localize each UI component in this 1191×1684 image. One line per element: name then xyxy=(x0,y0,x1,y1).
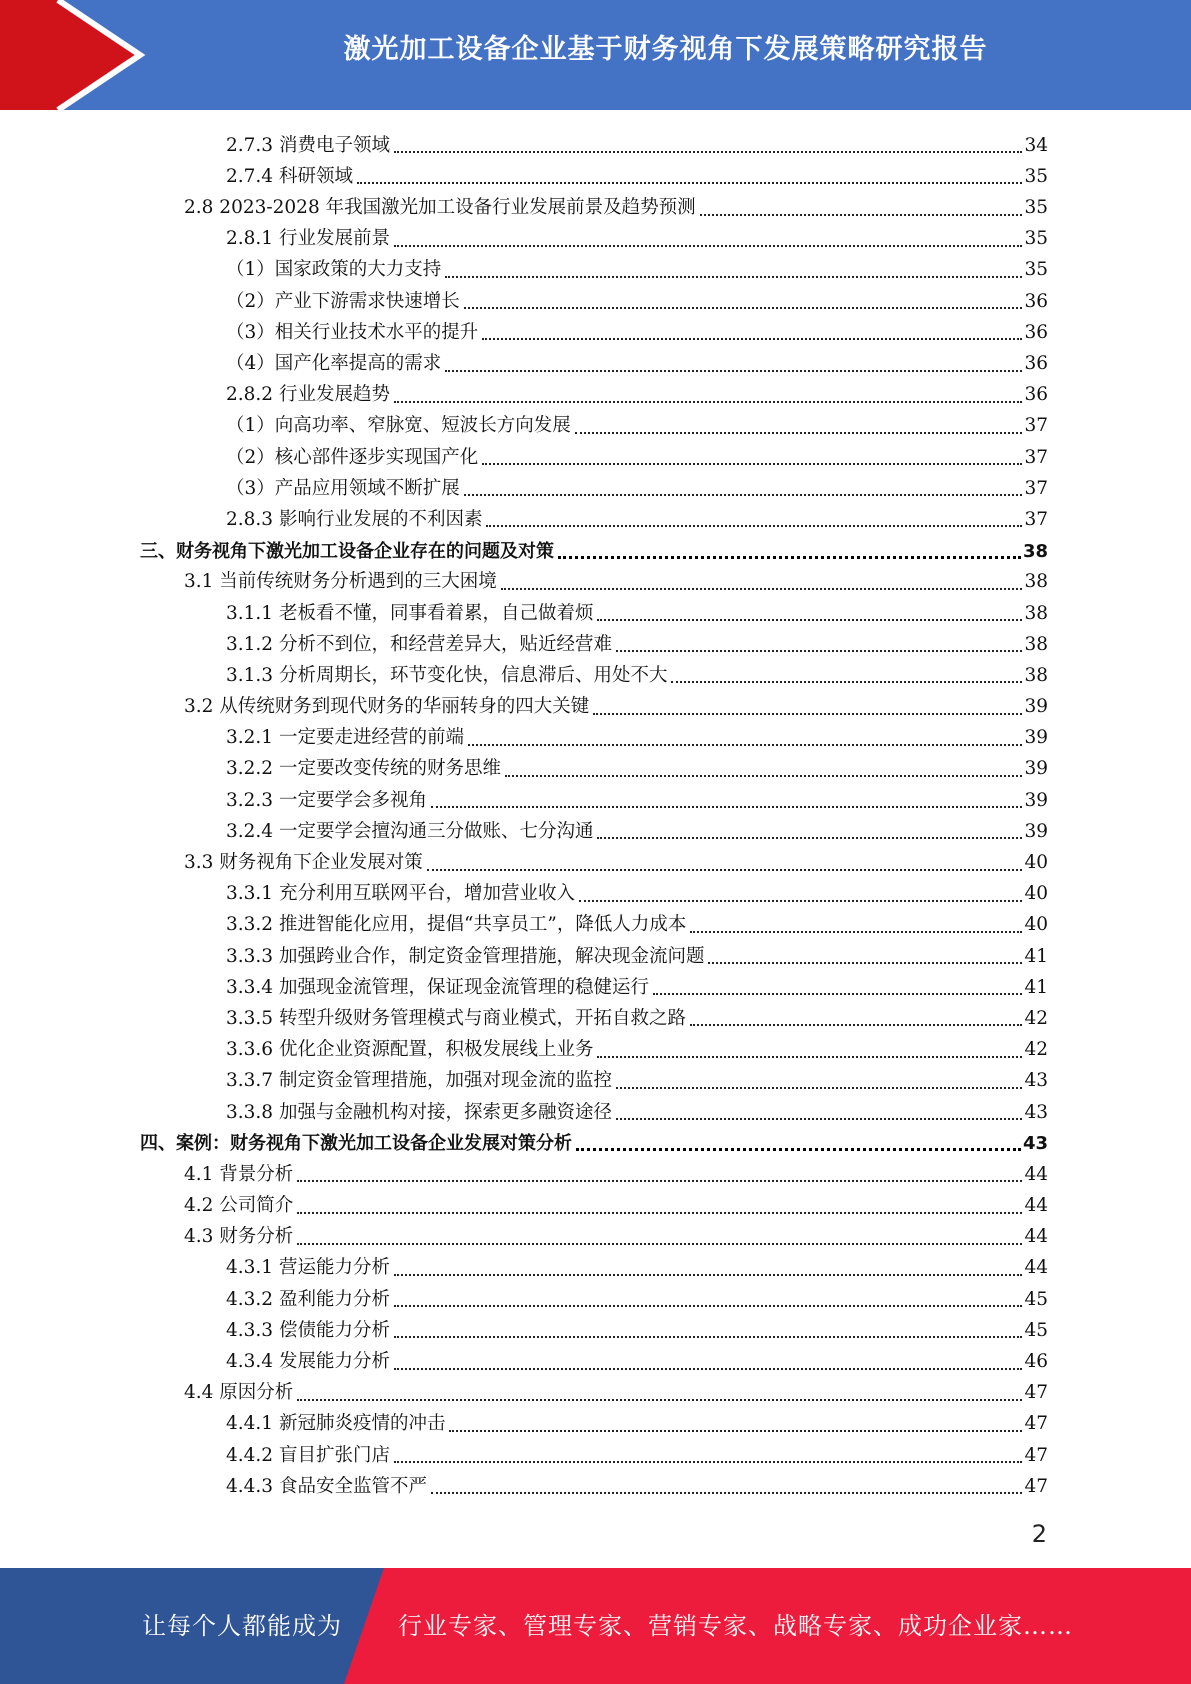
toc-entry-title: 3.3.4 加强现金流管理，保证现金流管理的稳健运行 xyxy=(226,976,649,998)
toc-entry[interactable] xyxy=(140,783,1048,814)
toc-entry-page: 38 xyxy=(1024,602,1048,624)
toc-entry[interactable] xyxy=(140,284,1048,315)
toc-dot-leader xyxy=(394,1368,1022,1370)
toc-entry-page: 41 xyxy=(1024,945,1048,967)
toc-entry-page: 40 xyxy=(1024,914,1048,936)
toc-entry[interactable] xyxy=(140,1095,1048,1126)
toc-entry-title: 3.3.7 制定资金管理措施，加强对现金流的监控 xyxy=(226,1070,612,1092)
toc-dot-leader xyxy=(597,837,1022,839)
toc-entry-title: 3.1.3 分析周期长，环节变化快，信息滞后、用处不大 xyxy=(226,664,668,686)
toc-entry-title: （2）产业下游需求快速增长 xyxy=(226,290,460,312)
toc-entry-title: 3.2 从传统财务到现代财务的华丽转身的四大关键 xyxy=(184,696,590,718)
toc-dot-leader xyxy=(616,1118,1022,1120)
toc-entry-page: 38 xyxy=(1024,571,1048,593)
toc-dot-leader xyxy=(482,463,1022,465)
toc-entry-page: 37 xyxy=(1024,446,1048,468)
toc-entry-page: 42 xyxy=(1024,1039,1048,1061)
toc-entry-title: （3）相关行业技术水平的提升 xyxy=(226,321,479,343)
toc-entry-title: 三、财务视角下激光加工设备企业存在的问题及对策 xyxy=(140,540,554,562)
toc-dot-leader xyxy=(468,744,1022,746)
toc-entry-page: 39 xyxy=(1024,820,1048,842)
toc-dot-leader xyxy=(297,1180,1022,1182)
toc-entry-title: 4.1 背景分析 xyxy=(184,1163,294,1185)
toc-entry[interactable] xyxy=(140,1126,1048,1157)
toc-entry-page: 47 xyxy=(1024,1444,1048,1466)
toc-dot-leader xyxy=(579,900,1022,902)
toc-dot-leader xyxy=(575,432,1023,434)
toc-entry[interactable] xyxy=(140,190,1048,221)
toc-dot-leader xyxy=(427,869,1023,871)
toc-entry-page: 35 xyxy=(1024,259,1048,281)
toc-entry-page: 38 xyxy=(1024,664,1048,686)
toc-entry[interactable] xyxy=(140,159,1048,190)
toc-entry-page: 37 xyxy=(1024,415,1048,437)
toc-dot-leader xyxy=(593,713,1022,715)
toc-dot-leader xyxy=(505,775,1022,777)
toc-entry[interactable] xyxy=(140,1469,1048,1500)
toc-entry-title: 3.3.3 加强跨业合作，制定资金管理措施，解决现金流问题 xyxy=(226,945,705,967)
page-header xyxy=(0,0,1191,110)
toc-entry[interactable] xyxy=(140,533,1048,564)
toc-entry-title: 四、案例：财务视角下激光加工设备企业发展对策分析 xyxy=(140,1133,572,1155)
toc-entry-title: 3.3.5 转型升级财务管理模式与商业模式，开拓自救之路 xyxy=(226,1007,686,1029)
toc-entry[interactable] xyxy=(140,409,1048,440)
footer-slogan-right: 行业专家、管理专家、营销专家、战略专家、成功企业家…… xyxy=(398,1612,1073,1640)
toc-dot-leader xyxy=(297,1399,1022,1401)
toc-entry[interactable] xyxy=(140,1282,1048,1313)
toc-dot-leader xyxy=(616,650,1022,652)
toc-entry[interactable] xyxy=(140,908,1048,939)
toc-entry-page: 36 xyxy=(1024,353,1048,374)
toc-entry[interactable] xyxy=(140,845,1048,876)
toc-dot-leader xyxy=(449,1430,1022,1432)
toc-dot-leader xyxy=(558,556,1021,559)
toc-entry-page: 34 xyxy=(1024,134,1048,156)
toc-entry[interactable] xyxy=(140,1344,1048,1375)
toc-entry-page: 44 xyxy=(1024,1226,1048,1248)
toc-entry-title: 4.2 公司简介 xyxy=(184,1195,294,1217)
toc-entry-title: 3.3.6 优化企业资源配置，积极发展线上业务 xyxy=(226,1039,594,1061)
toc-entry-page: 35 xyxy=(1024,228,1048,250)
toc-entry[interactable] xyxy=(140,877,1048,908)
toc-entry-page: 35 xyxy=(1024,197,1048,219)
toc-entry[interactable] xyxy=(140,814,1048,845)
toc-dot-leader xyxy=(486,525,1022,527)
toc-entry-page: 41 xyxy=(1024,976,1048,998)
page-footer xyxy=(0,1568,1191,1684)
toc-entry[interactable] xyxy=(140,1064,1048,1095)
toc-entry-title: 2.7.3 消费电子领域 xyxy=(226,134,390,156)
toc-entry[interactable] xyxy=(140,1220,1048,1251)
toc-entry-page: 42 xyxy=(1024,1007,1048,1029)
toc-entry-page: 36 xyxy=(1024,384,1048,406)
toc-entry-title: 2.8.1 行业发展前景 xyxy=(226,228,390,250)
toc-entry-title: 3.3.8 加强与金融机构对接，探索更多融资途径 xyxy=(226,1101,612,1123)
toc-entry-title: （1）向高功率、窄脉宽、短波长方向发展 xyxy=(226,415,571,437)
toc-entry-title: （2）核心部件逐步实现国产化 xyxy=(226,446,479,468)
toc-entry-page: 43 xyxy=(1022,1133,1048,1155)
toc-entry-page: 35 xyxy=(1024,165,1048,187)
toc-entry-page: 37 xyxy=(1024,477,1048,499)
toc-entry-page: 46 xyxy=(1024,1351,1048,1372)
toc-entry[interactable] xyxy=(140,471,1048,502)
toc-entry-page: 39 xyxy=(1024,727,1048,749)
toc-entry-title: 2.7.4 科研领域 xyxy=(226,165,353,187)
toc-entry-title: （1）国家政策的大力支持 xyxy=(226,259,442,281)
toc-entry[interactable] xyxy=(140,627,1048,658)
toc-entry-title: 2.8 2023-2028 年我国激光加工设备行业发展前景及趋势预测 xyxy=(184,197,696,219)
toc-entry-title: 3.2.2 一定要改变传统的财务思维 xyxy=(226,758,501,780)
toc-entry[interactable] xyxy=(140,752,1048,783)
toc-entry-title: 3.3 财务视角下企业发展对策 xyxy=(184,852,423,873)
toc-entry-page: 40 xyxy=(1024,852,1048,873)
toc-entry[interactable] xyxy=(140,1313,1048,1344)
toc-entry-title: 4.3.4 发展能力分析 xyxy=(226,1351,390,1372)
toc-entry[interactable] xyxy=(140,128,1048,159)
toc-entry-title: 2.8.2 行业发展趋势 xyxy=(226,384,390,406)
toc-entry[interactable] xyxy=(140,440,1048,471)
toc-entry[interactable] xyxy=(140,253,1048,284)
toc-dot-leader xyxy=(671,681,1022,683)
toc-entry-page: 39 xyxy=(1024,789,1048,811)
toc-entry-title: 3.1 当前传统财务分析遇到的三大困境 xyxy=(184,571,497,593)
toc-entry[interactable] xyxy=(140,315,1048,346)
toc-entry[interactable] xyxy=(140,721,1048,752)
toc-entry-page: 39 xyxy=(1024,758,1048,780)
toc-entry-page: 36 xyxy=(1024,290,1048,312)
toc-dot-leader xyxy=(431,806,1022,808)
toc-entry-title: 2.8.3 影响行业发展的不利因素 xyxy=(226,508,483,530)
toc-dot-leader xyxy=(357,182,1023,184)
toc-entry[interactable] xyxy=(140,1251,1048,1282)
toc-entry[interactable] xyxy=(140,502,1048,533)
toc-entry[interactable] xyxy=(140,658,1048,689)
footer-slogan-left: 让每个人都能成为 xyxy=(142,1612,342,1640)
toc-dot-leader xyxy=(464,494,1023,496)
toc-entry[interactable] xyxy=(140,222,1048,253)
toc-entry-page: 38 xyxy=(1022,540,1048,562)
toc-entry-title: 3.3.1 充分利用互联网平台，增加营业收入 xyxy=(226,883,575,905)
toc-dot-leader xyxy=(708,962,1022,964)
toc-entry[interactable] xyxy=(140,596,1048,627)
toc-dot-leader xyxy=(394,1336,1022,1338)
toc-entry-page: 47 xyxy=(1024,1475,1048,1497)
toc-entry-title: 4.4.2 盲目扩张门店 xyxy=(226,1444,390,1466)
toc-entry-title: 4.4.1 新冠肺炎疫情的冲击 xyxy=(226,1413,446,1435)
toc-entry-title: 3.2.3 一定要学会多视角 xyxy=(226,789,427,811)
toc-entry-page: 36 xyxy=(1024,321,1048,343)
toc-dot-leader xyxy=(700,214,1023,216)
toc-dot-leader xyxy=(597,619,1022,621)
toc-entry-page: 44 xyxy=(1024,1163,1048,1185)
toc-dot-leader xyxy=(394,1274,1022,1276)
toc-entry-page: 44 xyxy=(1024,1257,1048,1279)
toc-dot-leader xyxy=(394,245,1022,247)
toc-dot-leader xyxy=(690,931,1022,933)
toc-entry-title: 4.3.2 盈利能力分析 xyxy=(226,1288,390,1310)
toc-dot-leader xyxy=(297,1243,1022,1245)
toc-dot-leader xyxy=(394,151,1022,153)
toc-entry-title: 4.4 原因分析 xyxy=(184,1382,294,1404)
document-title: 激光加工设备企业基于财务视角下发展策略研究报告 xyxy=(343,34,988,65)
toc-dot-leader xyxy=(482,338,1022,340)
toc-entry-page: 38 xyxy=(1024,633,1048,655)
toc-dot-leader xyxy=(616,1087,1022,1089)
toc-entry[interactable] xyxy=(140,346,1048,377)
toc-dot-leader xyxy=(445,276,1022,278)
toc-entry-title: 3.3.2 推进智能化应用，提倡“共享员工”，降低人力成本 xyxy=(226,914,687,936)
toc-dot-leader xyxy=(690,1024,1022,1026)
toc-entry-page: 47 xyxy=(1024,1382,1048,1404)
toc-entry[interactable] xyxy=(140,1188,1048,1219)
toc-entry[interactable] xyxy=(140,1407,1048,1438)
toc-dot-leader xyxy=(653,993,1022,995)
toc-dot-leader xyxy=(394,401,1022,403)
toc-entry-page: 40 xyxy=(1024,883,1048,905)
toc-entry-title: 3.1.1 老板看不懂，同事看着累，自己做着烦 xyxy=(226,602,594,624)
toc-dot-leader xyxy=(431,1492,1022,1494)
toc-entry-title: 3.1.2 分析不到位，和经营差异大，贴近经营难 xyxy=(226,633,612,655)
toc-dot-leader xyxy=(394,1305,1022,1307)
toc-entry-page: 45 xyxy=(1024,1319,1048,1341)
toc-dot-leader xyxy=(394,1461,1022,1463)
toc-entry-title: 4.3.3 偿债能力分析 xyxy=(226,1319,390,1341)
toc-dot-leader xyxy=(576,1148,1021,1151)
toc-entry-page: 45 xyxy=(1024,1288,1048,1310)
toc-entry[interactable] xyxy=(140,1157,1048,1188)
toc-entry-title: 4.4.3 食品安全监管不严 xyxy=(226,1475,427,1497)
toc-entry[interactable] xyxy=(140,1438,1048,1469)
toc-entry-title: 3.2.1 一定要走进经营的前端 xyxy=(226,727,464,749)
toc-dot-leader xyxy=(464,307,1023,309)
toc-entry-title: 3.2.4 一定要学会擅沟通三分做账、七分沟通 xyxy=(226,820,594,842)
toc-dot-leader xyxy=(501,588,1023,590)
toc-dot-leader xyxy=(297,1212,1022,1214)
toc-dot-leader xyxy=(597,1056,1022,1058)
toc-dot-leader xyxy=(445,370,1022,372)
toc-entry[interactable] xyxy=(140,939,1048,970)
toc-entry-page: 47 xyxy=(1024,1413,1048,1435)
toc-entry[interactable] xyxy=(140,1376,1048,1407)
toc-entry-title: 4.3 财务分析 xyxy=(184,1226,294,1248)
toc-entry[interactable] xyxy=(140,565,1048,596)
toc-entry-page: 37 xyxy=(1024,508,1048,530)
toc-entry[interactable] xyxy=(140,378,1048,409)
toc-entry[interactable] xyxy=(140,1032,1048,1063)
toc-entry[interactable] xyxy=(140,689,1048,720)
toc-entry-title: （4）国产化率提高的需求 xyxy=(226,353,442,374)
table-of-contents xyxy=(140,128,1048,1500)
header-arrow-decoration xyxy=(0,0,150,110)
toc-entry[interactable] xyxy=(140,970,1048,1001)
toc-entry-page: 39 xyxy=(1024,696,1048,718)
toc-entry-title: （3）产品应用领域不断扩展 xyxy=(226,477,460,499)
toc-entry[interactable] xyxy=(140,1001,1048,1032)
toc-entry-title: 4.3.1 营运能力分析 xyxy=(226,1257,390,1279)
page-number: 2 xyxy=(1031,1520,1047,1548)
toc-entry-page: 44 xyxy=(1024,1195,1048,1217)
toc-entry-page: 43 xyxy=(1024,1101,1048,1123)
toc-entry-page: 43 xyxy=(1024,1070,1048,1092)
